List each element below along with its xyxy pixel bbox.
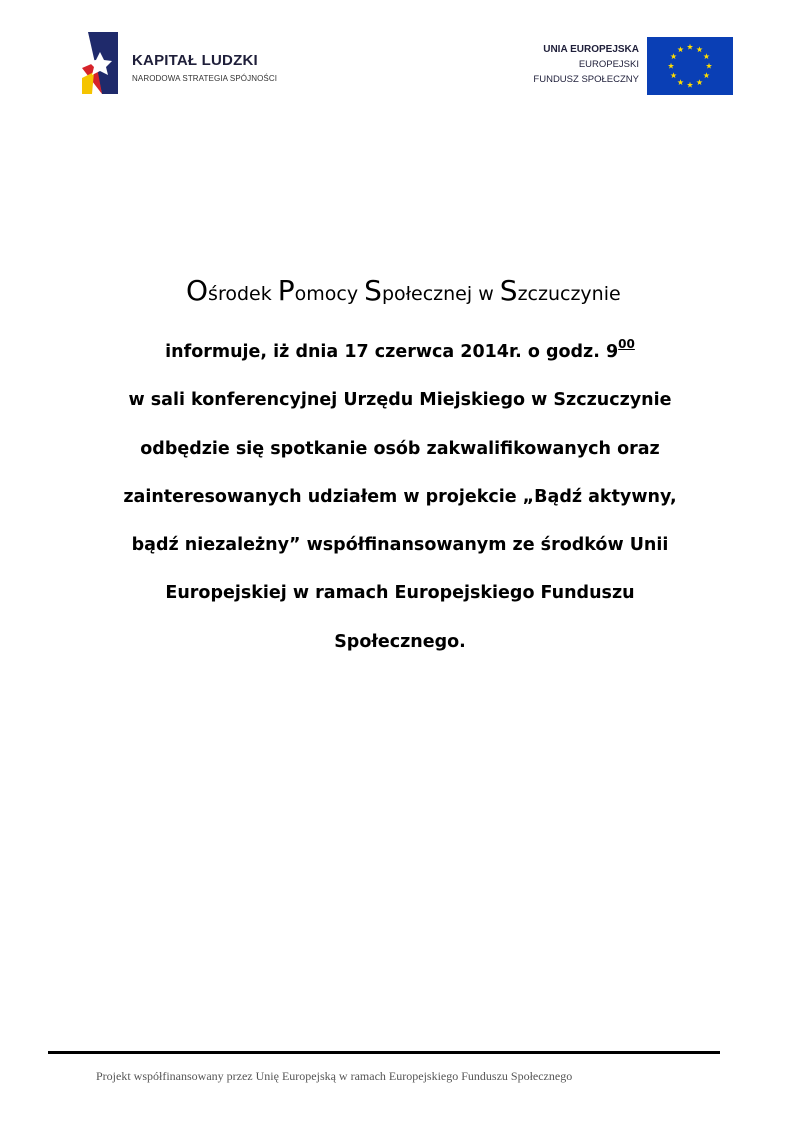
eu-line-1: UNIA EUROPEJSKA bbox=[543, 44, 639, 55]
kapital-ludzki-emblem-icon bbox=[82, 32, 118, 94]
footer-text: Projekt współfinansowany przez Unię Europejską w ramach Europejskiego Funduszu Społecznego bbox=[96, 1069, 573, 1083]
org-name-word-1: środek bbox=[208, 283, 278, 305]
notice-line-5: bądź niezależny” współfinansowanym ze środków Unii bbox=[131, 535, 669, 556]
org-name-initial-p: P bbox=[277, 274, 295, 307]
org-name-initial-s2: S bbox=[499, 274, 518, 307]
kapital-ludzki-subtitle: NARODOWA STRATEGIA SPÓJNOŚCI bbox=[132, 74, 278, 83]
notice-time-minutes: 00 bbox=[618, 337, 635, 351]
eu-logo-text bbox=[533, 42, 639, 87]
notice-line-6: Europejskiej w ramach Europejskiego Funduszu bbox=[165, 583, 635, 604]
org-name-initial-s1: S bbox=[364, 274, 382, 307]
notice-line-4: zainteresowanych udziałem w projekcie „Bądź aktywny, bbox=[123, 486, 677, 507]
notice-line-2: w sali konferencyjnej Urzędu Miejskiego w Szczuczynie bbox=[128, 390, 672, 411]
org-name-word-3: połecznej bbox=[381, 283, 479, 305]
footer-divider bbox=[48, 1051, 720, 1054]
notice-line-3: odbędzie się spotkanie osób zakwalifikowanych oraz bbox=[140, 438, 660, 459]
kapital-ludzki-title: KAPITAŁ LUDZKI bbox=[132, 52, 258, 69]
organization-name bbox=[186, 274, 621, 307]
eu-line-2: EUROPEJSKI bbox=[578, 59, 639, 70]
notice-line-1 bbox=[60, 328, 740, 376]
notice-line-7: Społecznego. bbox=[334, 631, 466, 652]
kapital-ludzki-logo bbox=[82, 32, 282, 96]
eu-flag-icon bbox=[647, 37, 733, 95]
org-name-word-2: omocy bbox=[294, 283, 365, 305]
notice-line-1-text: informuje, iż dnia 17 czerwca 2014r. o godz. 9 bbox=[165, 342, 619, 362]
org-name-initial-o: O bbox=[186, 274, 209, 307]
org-name-word-5: zczuczynie bbox=[517, 283, 621, 305]
notice-body bbox=[60, 328, 740, 666]
eu-line-3: FUNDUSZ SPOŁECZNY bbox=[533, 74, 639, 85]
eu-logo bbox=[505, 35, 735, 97]
org-name-word-4: w bbox=[478, 283, 500, 305]
